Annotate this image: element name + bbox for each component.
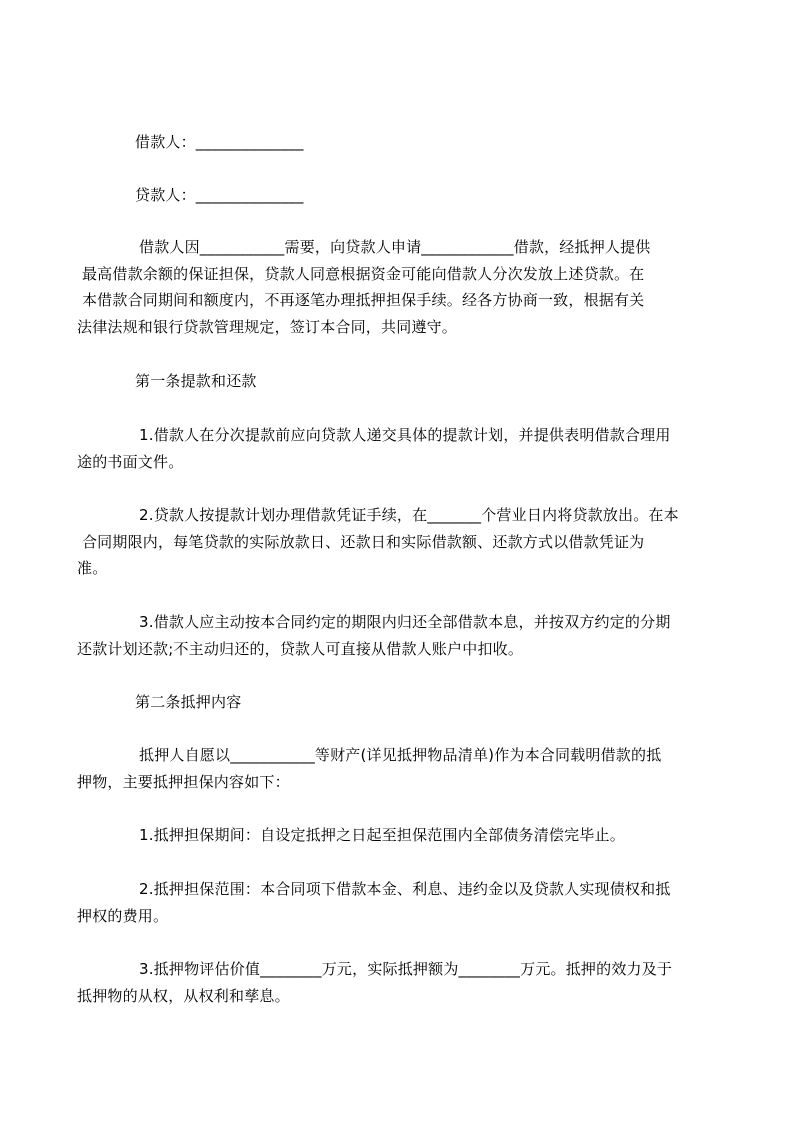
paragraph-line: 2.抵押担保范围：本合同项下借款本金、利息、违约金以及贷款人实现债权和抵 [139, 880, 671, 898]
paragraph-line: 抵押人自愿以___________等财产(详见抵押物品清单)作为本合同载明借款的抵 [139, 746, 662, 764]
paragraph-line: 押权的费用。 [77, 907, 169, 925]
paragraph-line: 1.抵押担保期间：自设定抵押之日起至担保范围内全部债务清偿完毕止。 [139, 826, 625, 844]
article2-heading: 第二条抵押内容 [135, 693, 242, 711]
paragraph-line: 还款计划还款;不主动归还的，贷款人可直接从借款人账户中扣收。 [77, 640, 524, 658]
intro-line: 法律法规和银行贷款管理规定，签订本合同，共同遵守。 [77, 318, 458, 336]
paragraph-line: 准。 [77, 559, 108, 577]
paragraph-line: 合同期限内，每笔贷款的实际放款日、还款日和实际借款额、还款方式以借款凭证为 [77, 533, 645, 551]
article1-heading: 第一条提款和还款 [135, 372, 257, 390]
paragraph-line: 2.贷款人按提款计划办理借款凭证手续，在_______个营业日内将贷款放出。在本 [139, 506, 679, 524]
paragraph-line: 3.抵押物评估价值________万元，实际抵押额为________万元。抵押的效力及于 [139, 960, 673, 978]
lender-line: 贷款人：______________ [135, 186, 304, 204]
paragraph-line: 抵押物的从权，从权利和孳息。 [77, 987, 290, 1005]
paragraph-line: 1.借款人在分次提款前应向贷款人递交具体的提款计划，并提供表明借款合理用 [139, 426, 671, 444]
intro-line: 借款人因___________需要，向贷款人申请____________借款，经抵押人提供 [139, 238, 651, 256]
paragraph-line: 途的书面文件。 [77, 453, 184, 471]
intro-line: 最高借款余额的保证担保，贷款人同意根据资金可能向借款人分次发放上述贷款。在 [77, 265, 645, 283]
borrower-line: 借款人：______________ [135, 133, 304, 151]
paragraph-line: 3.借款人应主动按本合同约定的期限内归还全部借款本息，并按双方约定的分期 [139, 613, 671, 631]
paragraph-line: 押物，主要抵押担保内容如下： [77, 773, 290, 791]
intro-line: 本借款合同期间和额度内，不再逐笔办理抵押担保手续。经各方协商一致，根据有关 [77, 291, 645, 309]
